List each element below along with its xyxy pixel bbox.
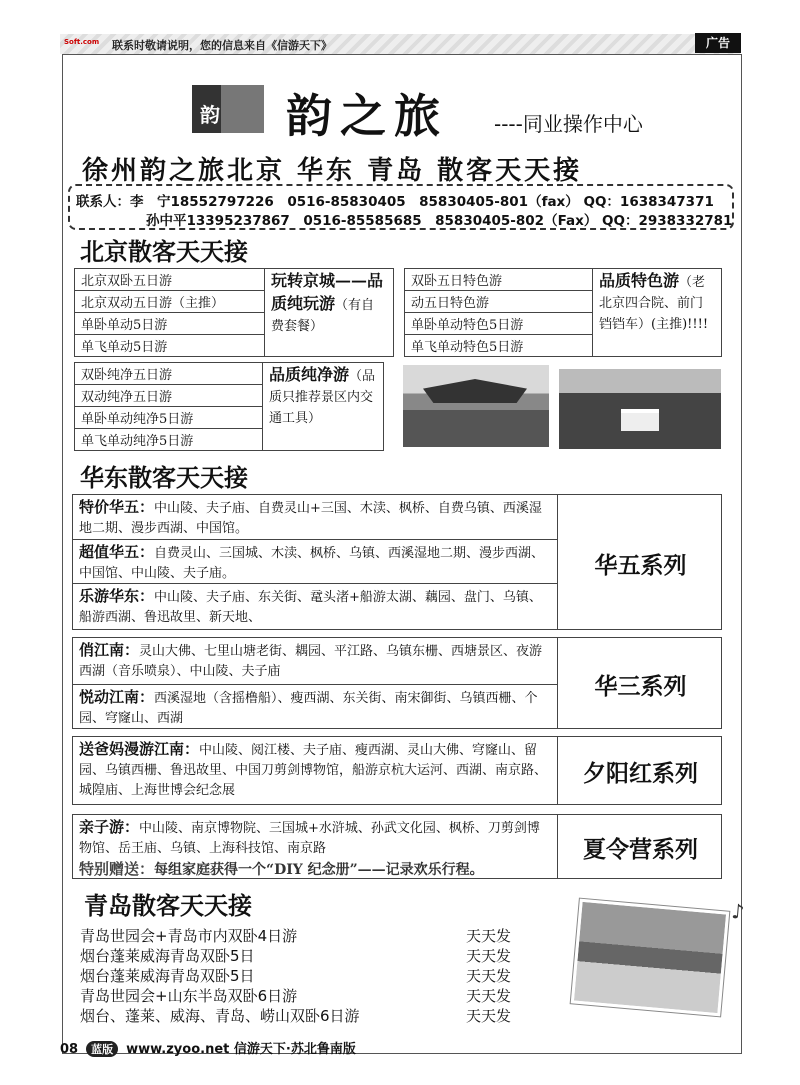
beijing-table-1 xyxy=(74,268,394,357)
route-name: 烟台蓬莱威海青岛双卧5日 xyxy=(80,947,255,965)
contact-notice: 联系时敬请说明，您的信息来自《信游天下》 xyxy=(112,39,332,52)
route-name: 亲子游 xyxy=(79,818,125,836)
route-name: 悦动江南 xyxy=(79,688,140,706)
route-cell: 双卧五日特色游 xyxy=(405,269,593,291)
tiananmen-photo xyxy=(403,365,549,447)
huadong-title: 华东散客天天接 xyxy=(80,463,248,492)
route-text: 西溪湿地（含摇橹船）、瘦西湖、东关街、南宋御街、乌镇西栅、个园、穹窿山、西湖 xyxy=(79,691,538,726)
route-cell: 北京双卧五日游 xyxy=(75,269,265,291)
qingdao-route-list xyxy=(80,925,540,1025)
gift-label: 特别赠送： xyxy=(79,860,155,878)
brand-logo xyxy=(192,85,264,133)
series-box-hua3 xyxy=(72,637,722,729)
brand-name: 韵之旅 xyxy=(286,89,448,143)
series-label: 夕阳红系列 xyxy=(583,760,698,787)
route-text: 中山陵、夫子庙、自费灵山+三国、木渎、枫桥、自费乌镇、西溪湿地二期、漫步西湖、中国馆。 xyxy=(79,501,542,536)
route-frequency: 天天发 xyxy=(466,967,512,985)
route-name: 青岛世园会+青岛市内双卧4日游 xyxy=(80,927,298,945)
series-items xyxy=(73,495,558,629)
memorial-gate-shape xyxy=(621,409,659,431)
route-text: 中山陵、夫子庙、东关街、鼋头渚+船游太湖、藕园、盘门、乌镇、船游西湖、鲁迅故里、新天地、 xyxy=(79,590,542,625)
series-box-hua5 xyxy=(72,494,722,630)
route-item: 送爸妈漫游江南：中山陵、阅江楼、夫子庙、瘦西湖、灵山大佛、穹窿山、留园、乌镇西栅、鲁迅故里、中国刀剪剑博物馆，船游京杭大运河、西湖、南京路、城隍庙、上海世博会纪念展 xyxy=(79,740,548,798)
contact-box xyxy=(68,184,734,230)
series-items xyxy=(73,638,558,728)
brand-subtitle: ----同业操作中心 xyxy=(494,112,643,136)
publisher-logo: Soft.com xyxy=(64,38,100,46)
brand-logo-char: 韵 xyxy=(200,103,220,127)
route-frequency: 天天发 xyxy=(466,927,512,945)
route-frequency: 天天发 xyxy=(466,947,512,965)
route-cell: 动五日特色游 xyxy=(405,291,593,313)
series-label: 夏令营系列 xyxy=(583,836,698,863)
route-cell: 单卧单动5日游 xyxy=(75,313,265,335)
series-label: 华五系列 xyxy=(594,552,687,579)
route-text: 中山陵、南京博物院、三国城+水浒城、孙武文化园、枫桥、刀剪剑博物馆、岳王庙、乌镇、上海科技馆、南京路 xyxy=(79,821,540,856)
route-note xyxy=(593,269,722,357)
series-items xyxy=(73,815,558,878)
gift-text: 每组家庭获得一个“DIY 纪念册”——记录欢乐行程。 xyxy=(154,862,484,878)
beach-photo xyxy=(571,899,730,1017)
list-item xyxy=(80,945,540,965)
route-name: 烟台、蓬莱、威海、青岛、崂山双卧6日游 xyxy=(80,1007,360,1025)
route-name: 俏江南 xyxy=(79,641,125,659)
route-cell: 单卧单动特色5日游 xyxy=(405,313,593,335)
route-name: 青岛世园会+山东半岛双卧6日游 xyxy=(80,987,298,1005)
headline: 徐州韵之旅北京 华东 青岛 散客天天接 xyxy=(82,156,583,186)
route-cell: 单飞单动纯净5日游 xyxy=(75,429,263,451)
route-name: 乐游华东 xyxy=(79,587,140,605)
series-label: 华三系列 xyxy=(594,673,687,700)
top-banner xyxy=(60,34,740,54)
series-box-xiyanghong xyxy=(72,736,722,805)
series-box-xialingying xyxy=(72,814,722,879)
route-note-text: （有自费套餐） xyxy=(271,298,375,334)
route-name: 特价华五 xyxy=(79,498,140,516)
route-item: 亲子游：中山陵、南京博物院、三国城+水浒城、孙武文化园、枫桥、刀剪剑博物馆、岳王庙、乌镇、上海科技馆、南京路 xyxy=(79,818,540,856)
route-cell: 北京双动五日游（主推） xyxy=(75,291,265,313)
route-note-title: 品质纯净游 xyxy=(269,365,350,384)
beijing-table-2 xyxy=(404,268,722,357)
route-item: 特价华五：中山陵、夫子庙、自费灵山+三国、木渎、枫桥、自费乌镇、西溪湿地二期、漫步西湖、中国馆。 xyxy=(79,498,542,536)
list-item xyxy=(80,985,540,1005)
gift-line xyxy=(73,857,558,883)
contact-row-2: 孙中平13395237867 0516-85585685 85830405-802（Fax） QQ：2938332781 xyxy=(146,213,733,229)
page-number: 08 xyxy=(60,1042,79,1057)
series-items xyxy=(73,737,558,804)
route-item: 悦动江南：西溪湿地（含摇橹船）、瘦西湖、东关街、南宋御街、乌镇西栅、个园、穹窿山、西湖 xyxy=(73,684,558,731)
route-note-title: 品质特色游 xyxy=(599,271,680,290)
route-text: 中山陵、阅江楼、夫子庙、瘦西湖、灵山大佛、穹窿山、留园、乌镇西栅、鲁迅故里、中国刀剪剑博物馆，船游京杭大运河、西湖、南京路、城隍庙、上海世博会纪念展 xyxy=(79,743,548,798)
route-cell: 双动纯净五日游 xyxy=(75,385,263,407)
page-footer xyxy=(60,1038,356,1057)
gate-roof-shape xyxy=(423,379,527,403)
route-item: 乐游华东：中山陵、夫子庙、东关街、鼋头渚+船游太湖、藕园、盘门、乌镇、船游西湖、鲁迅故里、新天地、 xyxy=(73,583,558,630)
mountain-gate-photo xyxy=(559,369,721,449)
route-text: 自费灵山、三国城、木渎、枫桥、乌镇、西溪湿地二期、漫步西湖、中国馆、中山陵、夫子庙。 xyxy=(79,546,545,581)
list-item xyxy=(80,925,540,945)
route-note xyxy=(265,269,394,357)
route-name: 超值华五 xyxy=(79,543,140,561)
list-item xyxy=(80,1005,540,1025)
route-note-text: （品质只推荐景区内交通工具） xyxy=(269,369,376,426)
route-cell: 单飞单动特色5日游 xyxy=(405,335,593,357)
route-name: 送爸妈漫游江南 xyxy=(79,740,185,758)
route-cell: 单卧单动纯净5日游 xyxy=(75,407,263,429)
route-note-text: （老北京四合院、前门铛铛车）(主推)!!!! xyxy=(599,275,709,332)
beijing-table-3 xyxy=(74,362,384,451)
route-item: 超值华五：自费灵山、三国城、木渎、枫桥、乌镇、西溪湿地二期、漫步西湖、中国馆、中山陵、夫子庙。 xyxy=(73,539,558,586)
qingdao-title: 青岛散客天天接 xyxy=(84,891,252,920)
list-item xyxy=(80,965,540,985)
contact-row-1: 联系人：李 宁18552797226 0516-85830405 85830405-801（fax） QQ：1638347371 xyxy=(76,194,714,210)
ad-tag: 广告 xyxy=(695,33,741,53)
route-note-title: 玩转京城——品质纯玩游 xyxy=(271,271,384,313)
route-item: 俏江南：灵山大佛、七里山塘老街、耦园、平江路、乌镇东栅、西塘景区、夜游西湖（音乐喷泉）、中山陵、夫子庙 xyxy=(79,641,543,679)
route-cell: 单飞单动5日游 xyxy=(75,335,265,357)
route-text: 灵山大佛、七里山塘老街、耦园、平江路、乌镇东栅、西塘景区、夜游西湖（音乐喷泉）、中山陵、夫子庙 xyxy=(79,644,543,679)
edition-badge: 蓝版 xyxy=(86,1041,118,1057)
footer-site: www.zyoo.net 信游天下·苏北鲁南版 xyxy=(126,1042,356,1057)
route-frequency: 天天发 xyxy=(466,987,512,1005)
beijing-title: 北京散客天天接 xyxy=(80,237,248,266)
route-name: 烟台蓬莱威海青岛双卧5日 xyxy=(80,967,255,985)
route-cell: 双卧纯净五日游 xyxy=(75,363,263,385)
route-frequency: 天天发 xyxy=(466,1007,512,1025)
route-note xyxy=(263,363,384,451)
